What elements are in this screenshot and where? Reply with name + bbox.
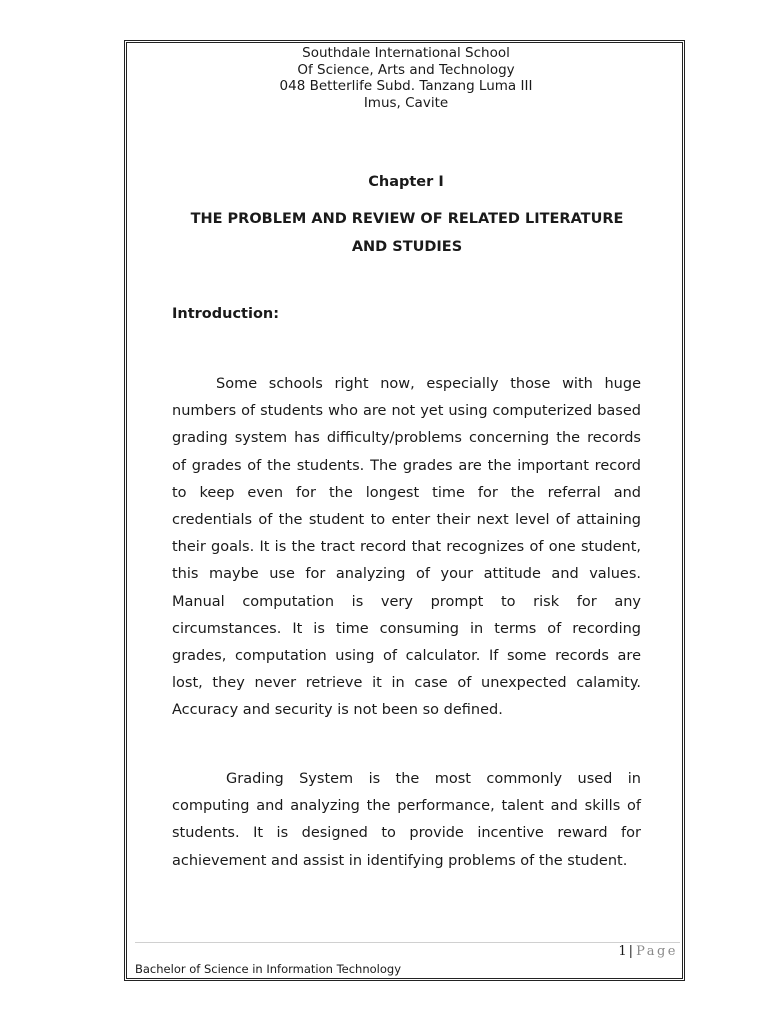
school-subtitle: Of Science, Arts and Technology xyxy=(297,61,515,78)
introduction-heading: Introduction: xyxy=(172,306,280,322)
footer-degree-text: Bachelor of Science in Information Technology xyxy=(135,962,401,976)
page-number-value: 1 xyxy=(618,944,627,959)
school-header xyxy=(124,45,688,111)
page-number-separator: | xyxy=(628,944,634,959)
school-name: Southdale International School xyxy=(302,45,510,61)
school-city: Imus, Cavite xyxy=(363,94,449,111)
body-paragraph-2: Grading System is the most commonly used in computing and analyzing the performance, talent and skills of students. It is designed to provide incentive reward for achievement and assist in identifying problems of the student. xyxy=(172,771,641,869)
chapter-title: THE PROBLEM AND REVIEW OF RELATED LITERATURE AND STUDIES xyxy=(190,211,624,255)
school-address: 048 Betterlife Subd. Tanzang Luma III xyxy=(279,78,533,94)
page-number-label: Page xyxy=(636,944,678,959)
footer-divider xyxy=(135,942,680,943)
body-paragraph-1: Some schools right now, especially those with huge numbers of students who are not yet using computerized based grading system has difficulty/problems concerning the records of grades of the students. The grades are the important record to keep even for the longest time for the referral and credentials of the student to enter their next level of attaining their goals. It is the tract record that recognizes of one student, this maybe use for analyzing of your attitude and values. Manual computation is very prompt to risk for any circumstances. It is time consuming in terms of recording grades, computation using of calculator. If some records are lost, they never retrieve it in case of unexpected calamity. Accuracy and security is not been so defined. xyxy=(172,376,641,719)
chapter-heading: Chapter I xyxy=(368,174,444,190)
page-number xyxy=(618,944,678,959)
